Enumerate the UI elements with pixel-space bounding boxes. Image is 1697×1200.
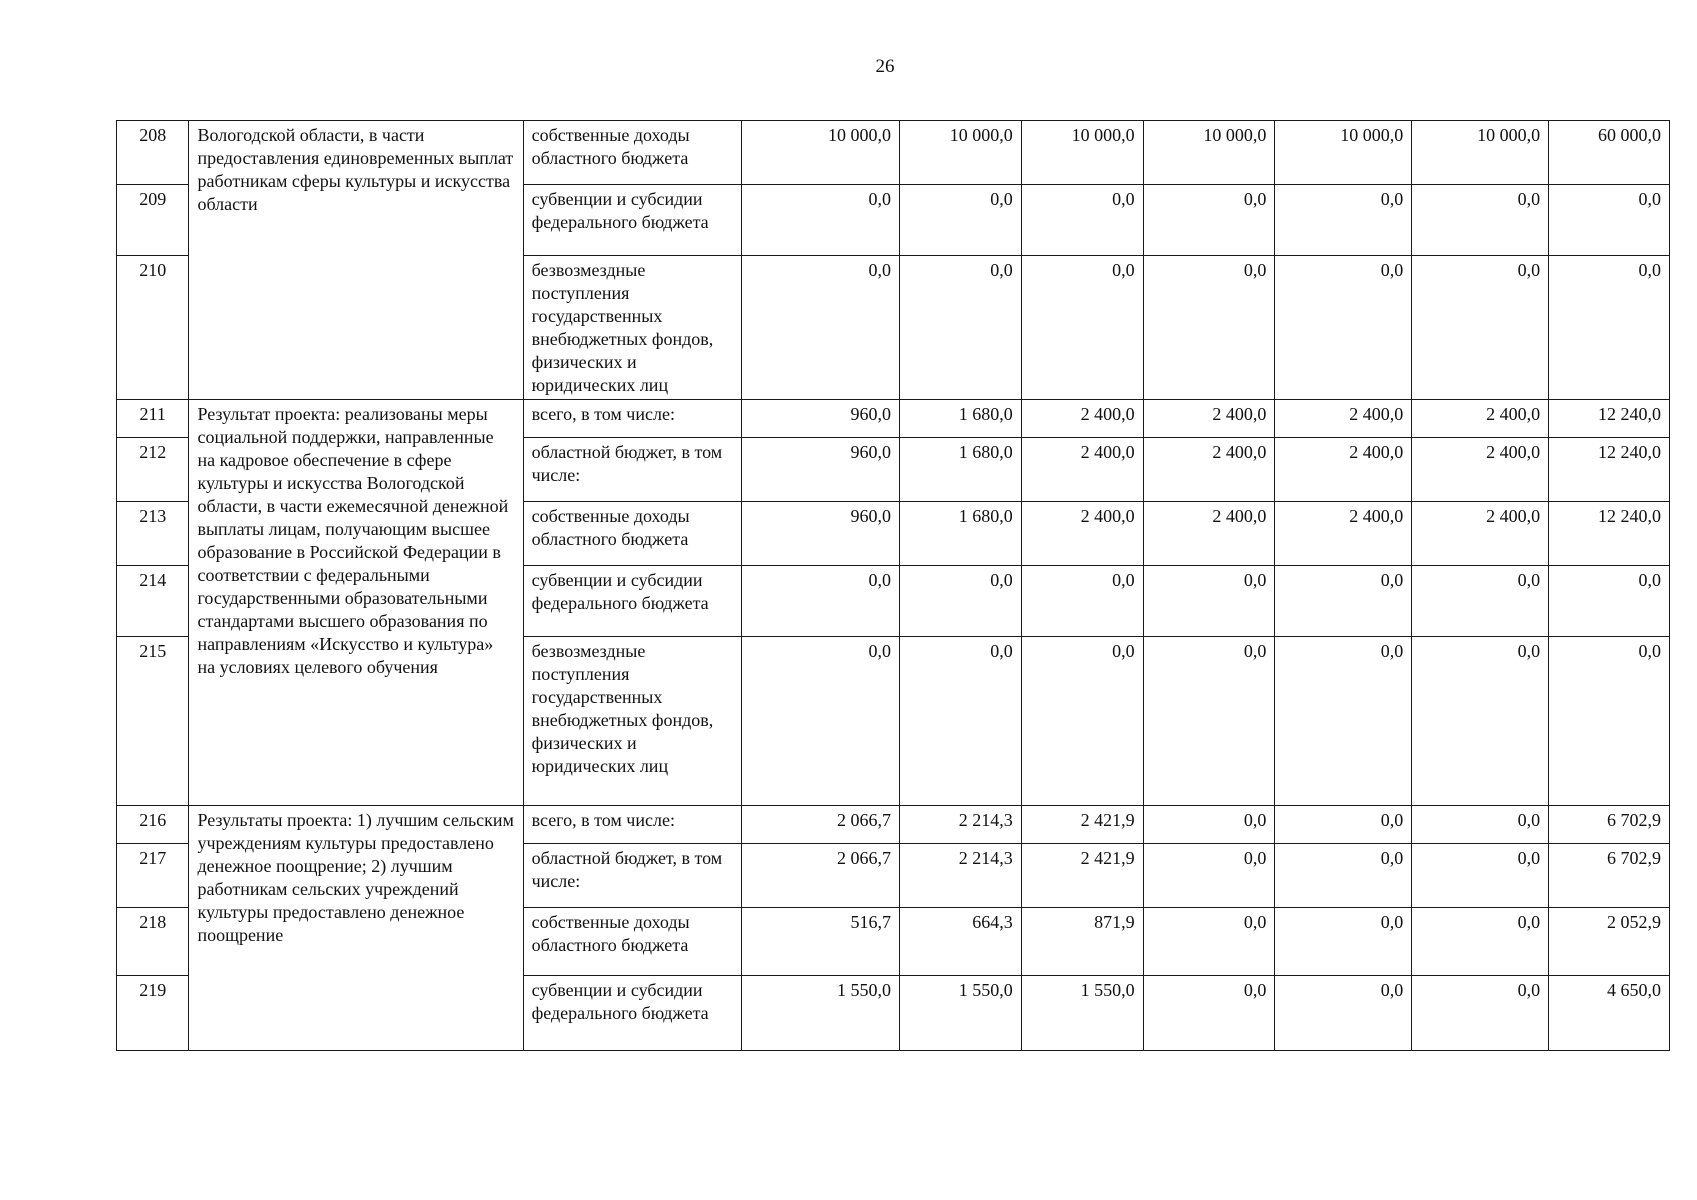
year-value: 0,0 [1275, 844, 1412, 908]
year-value: 0,0 [900, 566, 1022, 637]
year-value: 2 066,7 [742, 806, 900, 844]
year-value: 0,0 [742, 185, 900, 256]
year-value: 10 000,0 [900, 121, 1022, 185]
group-description: Вологодской области, в части предоставления единовременных выплат работникам сферы культуры и искусства области [189, 121, 523, 400]
year-value: 1 550,0 [742, 976, 900, 1051]
total-value: 60 000,0 [1549, 121, 1670, 185]
total-value: 2 052,9 [1549, 908, 1670, 976]
year-value: 10 000,0 [1021, 121, 1143, 185]
year-value: 2 400,0 [1021, 502, 1143, 566]
year-value: 2 400,0 [1412, 400, 1549, 438]
year-value: 0,0 [1412, 256, 1549, 400]
year-value: 0,0 [1021, 185, 1143, 256]
group-description: Результат проекта: реализованы меры социальной поддержки, направленные на кадровое обеспечение в сфере культуры и искусства Вологодской области, в части ежемесячной денежной выплаты лицам, получающим высшее образование в Российской Федерации в соответствии с федеральными государственными образовательными стандартами высшего образования по направлениям «Искусство и культура» на условиях целевого обучения [189, 400, 523, 806]
year-value: 0,0 [1143, 256, 1275, 400]
year-value: 10 000,0 [1412, 121, 1549, 185]
funding-source: областной бюджет, в том числе: [523, 438, 741, 502]
year-value: 0,0 [1143, 806, 1275, 844]
row-number: 217 [117, 844, 189, 908]
year-value: 0,0 [1412, 844, 1549, 908]
year-value: 2 400,0 [1275, 502, 1412, 566]
year-value: 0,0 [1412, 185, 1549, 256]
total-value: 0,0 [1549, 566, 1670, 637]
year-value: 0,0 [1412, 806, 1549, 844]
year-value: 0,0 [900, 256, 1022, 400]
row-number: 214 [117, 566, 189, 637]
table-row [117, 121, 1670, 185]
year-value: 2 066,7 [742, 844, 900, 908]
year-value: 960,0 [742, 438, 900, 502]
year-value: 0,0 [1275, 566, 1412, 637]
year-value: 1 550,0 [1021, 976, 1143, 1051]
total-value: 12 240,0 [1549, 502, 1670, 566]
year-value: 960,0 [742, 400, 900, 438]
year-value: 0,0 [1412, 637, 1549, 806]
year-value: 10 000,0 [1143, 121, 1275, 185]
year-value: 0,0 [1275, 806, 1412, 844]
total-value: 0,0 [1549, 256, 1670, 400]
year-value: 0,0 [742, 256, 900, 400]
year-value: 2 421,9 [1021, 806, 1143, 844]
year-value: 0,0 [1275, 908, 1412, 976]
row-number: 218 [117, 908, 189, 976]
table-row [117, 400, 1670, 438]
total-value: 6 702,9 [1549, 844, 1670, 908]
year-value: 0,0 [1143, 637, 1275, 806]
year-value: 1 680,0 [900, 502, 1022, 566]
year-value: 2 400,0 [1021, 438, 1143, 502]
year-value: 1 680,0 [900, 400, 1022, 438]
row-number: 216 [117, 806, 189, 844]
year-value: 2 400,0 [1275, 438, 1412, 502]
table-body [117, 121, 1670, 1051]
year-value: 0,0 [742, 637, 900, 806]
row-number: 211 [117, 400, 189, 438]
year-value: 2 400,0 [1143, 502, 1275, 566]
year-value: 0,0 [1143, 976, 1275, 1051]
total-value: 4 650,0 [1549, 976, 1670, 1051]
total-value: 0,0 [1549, 637, 1670, 806]
budget-table [116, 120, 1670, 1051]
year-value: 0,0 [1275, 256, 1412, 400]
row-number: 210 [117, 256, 189, 400]
funding-source: собственные доходы областного бюджета [523, 502, 741, 566]
year-value: 2 421,9 [1021, 844, 1143, 908]
year-value: 0,0 [1412, 976, 1549, 1051]
year-value: 2 400,0 [1143, 438, 1275, 502]
year-value: 2 214,3 [900, 806, 1022, 844]
year-value: 0,0 [742, 566, 900, 637]
funding-source: собственные доходы областного бюджета [523, 908, 741, 976]
funding-source: безвозмездные поступления государственных внебюджетных фондов, физических и юридических лиц [523, 256, 741, 400]
year-value: 1 550,0 [900, 976, 1022, 1051]
year-value: 2 400,0 [1412, 502, 1549, 566]
year-value: 0,0 [1143, 844, 1275, 908]
year-value: 0,0 [1021, 566, 1143, 637]
funding-source: областной бюджет, в том числе: [523, 844, 741, 908]
year-value: 0,0 [1412, 908, 1549, 976]
funding-source: всего, в том числе: [523, 806, 741, 844]
year-value: 1 680,0 [900, 438, 1022, 502]
year-value: 10 000,0 [742, 121, 900, 185]
year-value: 0,0 [1021, 256, 1143, 400]
funding-source: безвозмездные поступления государственных внебюджетных фондов, физических и юридических лиц [523, 637, 741, 806]
year-value: 2 400,0 [1143, 400, 1275, 438]
year-value: 0,0 [900, 185, 1022, 256]
year-value: 2 214,3 [900, 844, 1022, 908]
total-value: 12 240,0 [1549, 400, 1670, 438]
total-value: 0,0 [1549, 185, 1670, 256]
year-value: 0,0 [1143, 566, 1275, 637]
total-value: 12 240,0 [1549, 438, 1670, 502]
group-description: Результаты проекта: 1) лучшим сельским учреждениям культуры предоставлено денежное поощрение; 2) лучшим работникам сельских учреждений культуры предоставлено денежное поощрение [189, 806, 523, 1051]
year-value: 0,0 [1143, 185, 1275, 256]
row-number: 215 [117, 637, 189, 806]
year-value: 0,0 [1275, 185, 1412, 256]
year-value: 0,0 [1275, 637, 1412, 806]
row-number: 219 [117, 976, 189, 1051]
total-value: 6 702,9 [1549, 806, 1670, 844]
funding-source: всего, в том числе: [523, 400, 741, 438]
row-number: 209 [117, 185, 189, 256]
table-row [117, 806, 1670, 844]
year-value: 0,0 [1143, 908, 1275, 976]
year-value: 0,0 [1275, 976, 1412, 1051]
year-value: 0,0 [900, 637, 1022, 806]
funding-source: субвенции и субсидии федерального бюджета [523, 566, 741, 637]
year-value: 2 400,0 [1021, 400, 1143, 438]
year-value: 0,0 [1021, 637, 1143, 806]
year-value: 2 400,0 [1412, 438, 1549, 502]
year-value: 871,9 [1021, 908, 1143, 976]
year-value: 664,3 [900, 908, 1022, 976]
year-value: 0,0 [1412, 566, 1549, 637]
page-number: 26 [875, 56, 895, 77]
year-value: 2 400,0 [1275, 400, 1412, 438]
funding-source: собственные доходы областного бюджета [523, 121, 741, 185]
year-value: 960,0 [742, 502, 900, 566]
funding-source: субвенции и субсидии федерального бюджета [523, 976, 741, 1051]
year-value: 10 000,0 [1275, 121, 1412, 185]
funding-source: субвенции и субсидии федерального бюджета [523, 185, 741, 256]
row-number: 208 [117, 121, 189, 185]
year-value: 516,7 [742, 908, 900, 976]
row-number: 212 [117, 438, 189, 502]
row-number: 213 [117, 502, 189, 566]
